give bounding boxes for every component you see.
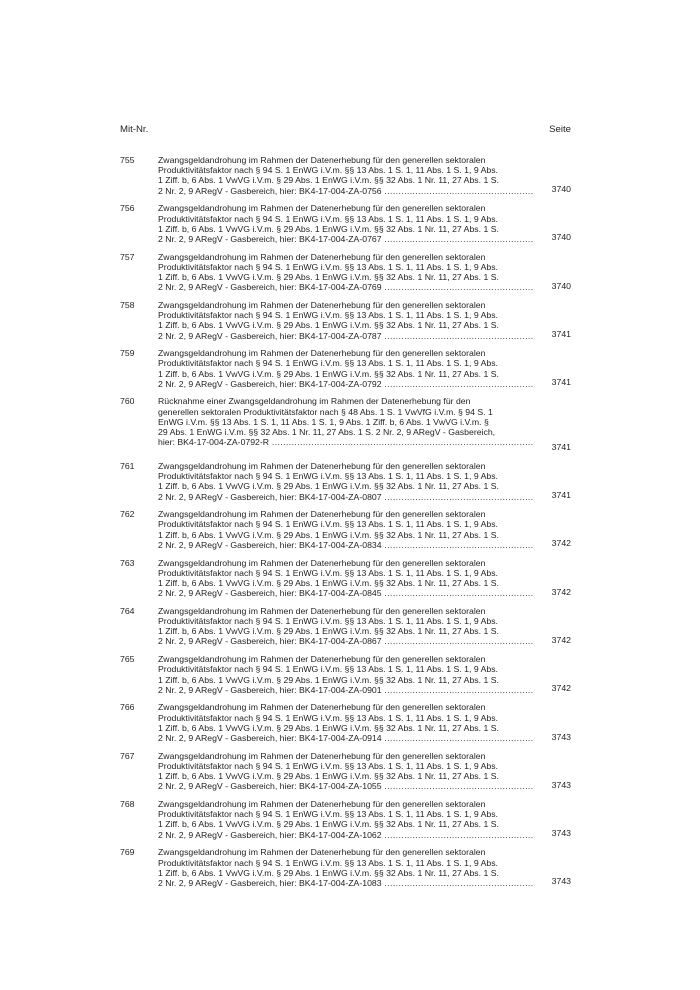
entry-title-line: Zwangsgeldandrohung im Rahmen der Datenerhebung für den generellen sektoralen xyxy=(158,348,486,359)
entry-title-line: 2 Nr. 2, 9 ARegV - Gasbereich, hier: BK4-17-004-ZA-1083 ..... xyxy=(158,878,534,888)
entry-page-number: 3741 xyxy=(551,490,571,501)
entry-title xyxy=(158,702,534,743)
entry-number: 757 xyxy=(120,251,135,262)
entry-title-line: 1 Ziff. b, 6 Abs. 1 VwVG i.V.m. § 29 Abs. 1 EnWG i.V.m. §§ 32 Abs. 1 Nr. 11, 27 Abs. 1 S. xyxy=(158,368,499,379)
entry-title-line: 1 Ziff. b, 6 Abs. 1 VwVG i.V.m. § 29 Abs. 1 EnWG i.V.m. §§ 32 Abs. 1 Nr. 11, 27 Abs. 1 S. xyxy=(158,175,499,186)
column-header-page: Seite xyxy=(549,124,571,135)
entry-title-line: 2 Nr. 2, 9 ARegV - Gasbereich, hier: BK4-17-004-ZA-0901 ..... xyxy=(158,685,534,695)
entry-page-number: 3743 xyxy=(551,876,571,887)
index-entry xyxy=(120,654,571,702)
entry-title-line: 1 Ziff. b, 6 Abs. 1 VwVG i.V.m. § 29 Abs. 1 EnWG i.V.m. §§ 32 Abs. 1 Nr. 11, 27 Abs. 1 S. xyxy=(158,481,499,492)
entry-title-line: Zwangsgeldandrohung im Rahmen der Datenerhebung für den generellen sektoralen xyxy=(158,702,486,713)
entry-title-line: 2 Nr. 2, 9 ARegV - Gasbereich, hier: BK4-17-004-ZA-0845 ..... xyxy=(158,588,534,598)
entry-page-number: 3740 xyxy=(551,184,571,195)
entry-title xyxy=(158,461,534,502)
entry-title-line: Produktivitätsfaktor nach § 94 S. 1 EnWG i.V.m. §§ 13 Abs. 1 S. 1, 11 Abs. 1 S. 1, 9 Abs. xyxy=(158,519,498,530)
entry-title-line: 2 Nr. 2, 9 ARegV - Gasbereich, hier: BK4-17-004-ZA-1055 ..... xyxy=(158,781,534,791)
entry-title-line: Produktivitätsfaktor nach § 94 S. 1 EnWG i.V.m. §§ 13 Abs. 1 S. 1, 11 Abs. 1 S. 1, 9 Abs. xyxy=(158,857,498,868)
entry-title-line: Produktivitätsfaktor nach § 94 S. 1 EnWG i.V.m. §§ 13 Abs. 1 S. 1, 11 Abs. 1 S. 1, 9 Abs. xyxy=(158,760,498,771)
entry-title-line: 1 Ziff. b, 6 Abs. 1 VwVG i.V.m. § 29 Abs. 1 EnWG i.V.m. §§ 32 Abs. 1 Nr. 11, 27 Abs. 1 S. xyxy=(158,626,499,637)
entry-page-number: 3742 xyxy=(551,634,571,645)
entry-number: 769 xyxy=(120,847,135,858)
entry-title-line: 2 Nr. 2, 9 ARegV - Gasbereich, hier: BK4-17-004-ZA-0834 ..... xyxy=(158,540,534,550)
index-entry xyxy=(120,509,571,557)
entry-title-line: 1 Ziff. b, 6 Abs. 1 VwVG i.V.m. § 29 Abs. 1 EnWG i.V.m. §§ 32 Abs. 1 Nr. 11, 27 Abs. 1 S. xyxy=(158,272,499,282)
entry-title-line: 2 Nr. 2, 9 ARegV - Gasbereich, hier: BK4-17-004-ZA-0867 ..... xyxy=(158,636,534,646)
entry-number: 765 xyxy=(120,654,135,665)
entry-title-line: 1 Ziff. b, 6 Abs. 1 VwVG i.V.m. § 29 Abs. 1 EnWG i.V.m. §§ 32 Abs. 1 Nr. 11, 27 Abs. 1 S. xyxy=(158,320,499,331)
entry-title-line: Produktivitätsfaktor nach § 94 S. 1 EnWG i.V.m. §§ 13 Abs. 1 S. 1, 11 Abs. 1 S. 1, 9 Abs. xyxy=(158,664,498,675)
index-entry xyxy=(120,606,571,654)
entry-title-line: Produktivitätsfaktor nach § 94 S. 1 EnWG i.V.m. §§ 13 Abs. 1 S. 1, 11 Abs. 1 S. 1, 9 Abs. xyxy=(158,471,498,482)
entry-number: 760 xyxy=(120,396,135,407)
entry-title-line: 2 Nr. 2, 9 ARegV - Gasbereich, hier: BK4-17-004-ZA-1062 ..... xyxy=(158,830,534,840)
entry-page-number: 3740 xyxy=(551,232,571,243)
entry-title-line: 1 Ziff. b, 6 Abs. 1 VwVG i.V.m. § 29 Abs. 1 EnWG i.V.m. §§ 32 Abs. 1 Nr. 11, 27 Abs. 1 S. xyxy=(158,819,499,830)
index-entry xyxy=(120,461,571,509)
entry-title-line: Produktivitätsfaktor nach § 94 S. 1 EnWG i.V.m. §§ 13 Abs. 1 S. 1, 11 Abs. 1 S. 1, 9 Abs. xyxy=(158,213,498,224)
entry-title-line: Produktivitätsfaktor nach § 94 S. 1 EnWG i.V.m. §§ 13 Abs. 1 S. 1, 11 Abs. 1 S. 1, 9 Abs. xyxy=(158,310,498,321)
index-entry xyxy=(120,847,571,895)
entry-title-line: 1 Ziff. b, 6 Abs. 1 VwVG i.V.m. § 29 Abs. 1 EnWG i.V.m. §§ 32 Abs. 1 Nr. 11, 27 Abs. 1 S. xyxy=(158,771,499,782)
entry-title-line: 2 Nr. 2, 9 ARegV - Gasbereich, hier: BK4-17-004-ZA-0767 ..... xyxy=(158,234,534,244)
entry-title-line: Zwangsgeldandrohung im Rahmen der Datenerhebung für den generellen sektoralen xyxy=(158,155,486,165)
entry-number: 766 xyxy=(120,702,135,713)
entry-title xyxy=(158,300,534,341)
entry-title-line: Zwangsgeldandrohung im Rahmen der Datenerhebung für den generellen sektoralen xyxy=(158,605,486,616)
entry-title-line: 1 Ziff. b, 6 Abs. 1 VwVG i.V.m. § 29 Abs. 1 EnWG i.V.m. §§ 32 Abs. 1 Nr. 11, 27 Abs. 1 S. xyxy=(158,577,499,588)
entry-page-number: 3742 xyxy=(551,538,571,549)
index-entry xyxy=(120,702,571,750)
entry-title-line: Zwangsgeldandrohung im Rahmen der Datenerhebung für den generellen sektoralen xyxy=(158,251,486,262)
entry-title-line: Zwangsgeldandrohung im Rahmen der Datenerhebung für den generellen sektoralen xyxy=(158,750,486,761)
entry-number: 763 xyxy=(120,557,135,568)
entry-title-line: 29 Abs. 1 EnWG i.V.m. §§ 32 Abs. 1 Nr. 11, 27 Abs. 1 S. 2 Nr. 2, 9 ARegV - Gasbereich, xyxy=(158,427,496,438)
entry-title-line: 2 Nr. 2, 9 ARegV - Gasbereich, hier: BK4-17-004-ZA-0792 ..... xyxy=(158,379,534,389)
entry-title-line: Produktivitätsfaktor nach § 94 S. 1 EnWG i.V.m. §§ 13 Abs. 1 S. 1, 11 Abs. 1 S. 1, 9 Abs. xyxy=(158,358,498,369)
entry-number: 759 xyxy=(120,348,135,359)
entry-number: 755 xyxy=(120,155,135,165)
entry-page-number: 3743 xyxy=(551,828,571,839)
index-entry xyxy=(120,558,571,606)
entry-title-line: Rücknahme einer Zwangsgeldandrohung im Rahmen der Datenerhebung für den xyxy=(158,396,471,407)
entry-title-line: Produktivitätsfaktor nach § 94 S. 1 EnWG i.V.m. §§ 13 Abs. 1 S. 1, 11 Abs. 1 S. 1, 9 Abs. xyxy=(158,616,498,627)
entry-title xyxy=(158,155,534,196)
index-entry xyxy=(120,203,571,251)
entry-title xyxy=(158,396,534,447)
entry-number: 758 xyxy=(120,299,135,310)
entry-title-line: EnWG i.V.m. §§ 13 Abs. 1 S. 1, 11 Abs. 1 S. 1, 9 Abs. 1 Ziff. b, 6 Abs. 1 VwVG i.V.m. § xyxy=(158,416,489,427)
entry-page-number: 3741 xyxy=(551,377,571,388)
index-entry xyxy=(120,799,571,847)
entry-title xyxy=(158,606,534,647)
entry-title-line: Zwangsgeldandrohung im Rahmen der Datenerhebung für den generellen sektoralen xyxy=(158,799,486,810)
entry-title xyxy=(158,654,534,695)
entry-page-number: 3742 xyxy=(551,586,571,597)
entry-title-line: 1 Ziff. b, 6 Abs. 1 VwVG i.V.m. § 29 Abs. 1 EnWG i.V.m. §§ 32 Abs. 1 Nr. 11, 27 Abs. 1 S. xyxy=(158,529,499,540)
entry-title-line: 1 Ziff. b, 6 Abs. 1 VwVG i.V.m. § 29 Abs. 1 EnWG i.V.m. §§ 32 Abs. 1 Nr. 11, 27 Abs. 1 S. xyxy=(158,867,499,878)
entry-title-line: Produktivitätsfaktor nach § 94 S. 1 EnWG i.V.m. §§ 13 Abs. 1 S. 1, 11 Abs. 1 S. 1, 9 Abs. xyxy=(158,809,498,820)
index-entry xyxy=(120,396,571,461)
entry-title xyxy=(158,847,534,888)
entry-title-line: 1 Ziff. b, 6 Abs. 1 VwVG i.V.m. § 29 Abs. 1 EnWG i.V.m. §§ 32 Abs. 1 Nr. 11, 27 Abs. 1 S. xyxy=(158,674,499,685)
entry-title-line: Zwangsgeldandrohung im Rahmen der Datenerhebung für den generellen sektoralen xyxy=(158,299,486,310)
entry-title-line: 1 Ziff. b, 6 Abs. 1 VwVG i.V.m. § 29 Abs. 1 EnWG i.V.m. §§ 32 Abs. 1 Nr. 11, 27 Abs. 1 S. xyxy=(158,722,499,733)
entry-title-line: 2 Nr. 2, 9 ARegV - Gasbereich, hier: BK4-17-004-ZA-0914 ..... xyxy=(158,733,534,743)
entry-title-line: 2 Nr. 2, 9 ARegV - Gasbereich, hier: BK4-17-004-ZA-0787 ..... xyxy=(158,331,534,341)
entry-title-line: 2 Nr. 2, 9 ARegV - Gasbereich, hier: BK4-17-004-ZA-0756 ..... xyxy=(158,186,534,196)
index-entry xyxy=(120,751,571,799)
entry-number: 768 xyxy=(120,799,135,810)
index-entry xyxy=(120,155,571,203)
entry-page-number: 3741 xyxy=(551,441,571,452)
entry-title-line: Produktivitätsfaktor nach § 94 S. 1 EnWG i.V.m. §§ 13 Abs. 1 S. 1, 11 Abs. 1 S. 1, 9 Abs. xyxy=(158,712,498,723)
entry-page-number: 3742 xyxy=(551,683,571,694)
entry-title-line: hier: BK4-17-004-ZA-0792-R ..... xyxy=(158,437,534,447)
entry-title-line: 2 Nr. 2, 9 ARegV - Gasbereich, hier: BK4-17-004-ZA-0807 ..... xyxy=(158,492,534,502)
entry-title-line: Zwangsgeldandrohung im Rahmen der Datenerhebung für den generellen sektoralen xyxy=(158,847,486,858)
entry-page-number: 3743 xyxy=(551,779,571,790)
entry-number: 756 xyxy=(120,203,135,214)
entry-number: 767 xyxy=(120,750,135,761)
entry-title-line: Produktivitätsfaktor nach § 94 S. 1 EnWG i.V.m. §§ 13 Abs. 1 S. 1, 11 Abs. 1 S. 1, 9 Abs. xyxy=(158,261,498,272)
entry-title-line: 1 Ziff. b, 6 Abs. 1 VwVG i.V.m. § 29 Abs. 1 EnWG i.V.m. §§ 32 Abs. 1 Nr. 11, 27 Abs. 1 S. xyxy=(158,223,499,234)
entry-title xyxy=(158,348,534,389)
entry-title xyxy=(158,203,534,244)
entry-title-line: Produktivitätsfaktor nach § 94 S. 1 EnWG i.V.m. §§ 13 Abs. 1 S. 1, 11 Abs. 1 S. 1, 9 Abs. xyxy=(158,567,498,578)
entry-page-number: 3740 xyxy=(551,280,571,291)
entry-title-line: Zwangsgeldandrohung im Rahmen der Datenerhebung für den generellen sektoralen xyxy=(158,557,486,568)
entry-title-line: 2 Nr. 2, 9 ARegV - Gasbereich, hier: BK4-17-004-ZA-0769 ..... xyxy=(158,282,534,292)
entry-title xyxy=(158,252,534,293)
index-entry xyxy=(120,348,571,396)
entry-title xyxy=(158,799,534,840)
index-list xyxy=(120,155,571,896)
entry-title xyxy=(158,558,534,599)
entry-title xyxy=(158,509,534,550)
index-entry xyxy=(120,252,571,300)
entry-title-line: Zwangsgeldandrohung im Rahmen der Datenerhebung für den generellen sektoralen xyxy=(158,509,486,520)
entry-number: 764 xyxy=(120,605,135,616)
entry-page-number: 3741 xyxy=(551,328,571,339)
entry-title-line: Zwangsgeldandrohung im Rahmen der Datenerhebung für den generellen sektoralen xyxy=(158,460,486,471)
entry-title-line: Zwangsgeldandrohung im Rahmen der Datenerhebung für den generellen sektoralen xyxy=(158,203,486,214)
entry-page-number: 3743 xyxy=(551,731,571,742)
entry-title-line: generellen sektoralen Produktivitätsfaktor nach § 48 Abs. 1 S. 1 VwVfG i.V.m. § 94 S. 1 xyxy=(158,406,493,417)
column-header-number: Mit-Nr. xyxy=(120,124,149,135)
index-entry xyxy=(120,300,571,348)
entry-title xyxy=(158,751,534,792)
entry-number: 761 xyxy=(120,460,135,471)
entry-title-line: Zwangsgeldandrohung im Rahmen der Datenerhebung für den generellen sektoralen xyxy=(158,654,486,665)
entry-number: 762 xyxy=(120,509,135,520)
entry-title-line: Produktivitätsfaktor nach § 94 S. 1 EnWG i.V.m. §§ 13 Abs. 1 S. 1, 11 Abs. 1 S. 1, 9 Abs. xyxy=(158,165,498,176)
